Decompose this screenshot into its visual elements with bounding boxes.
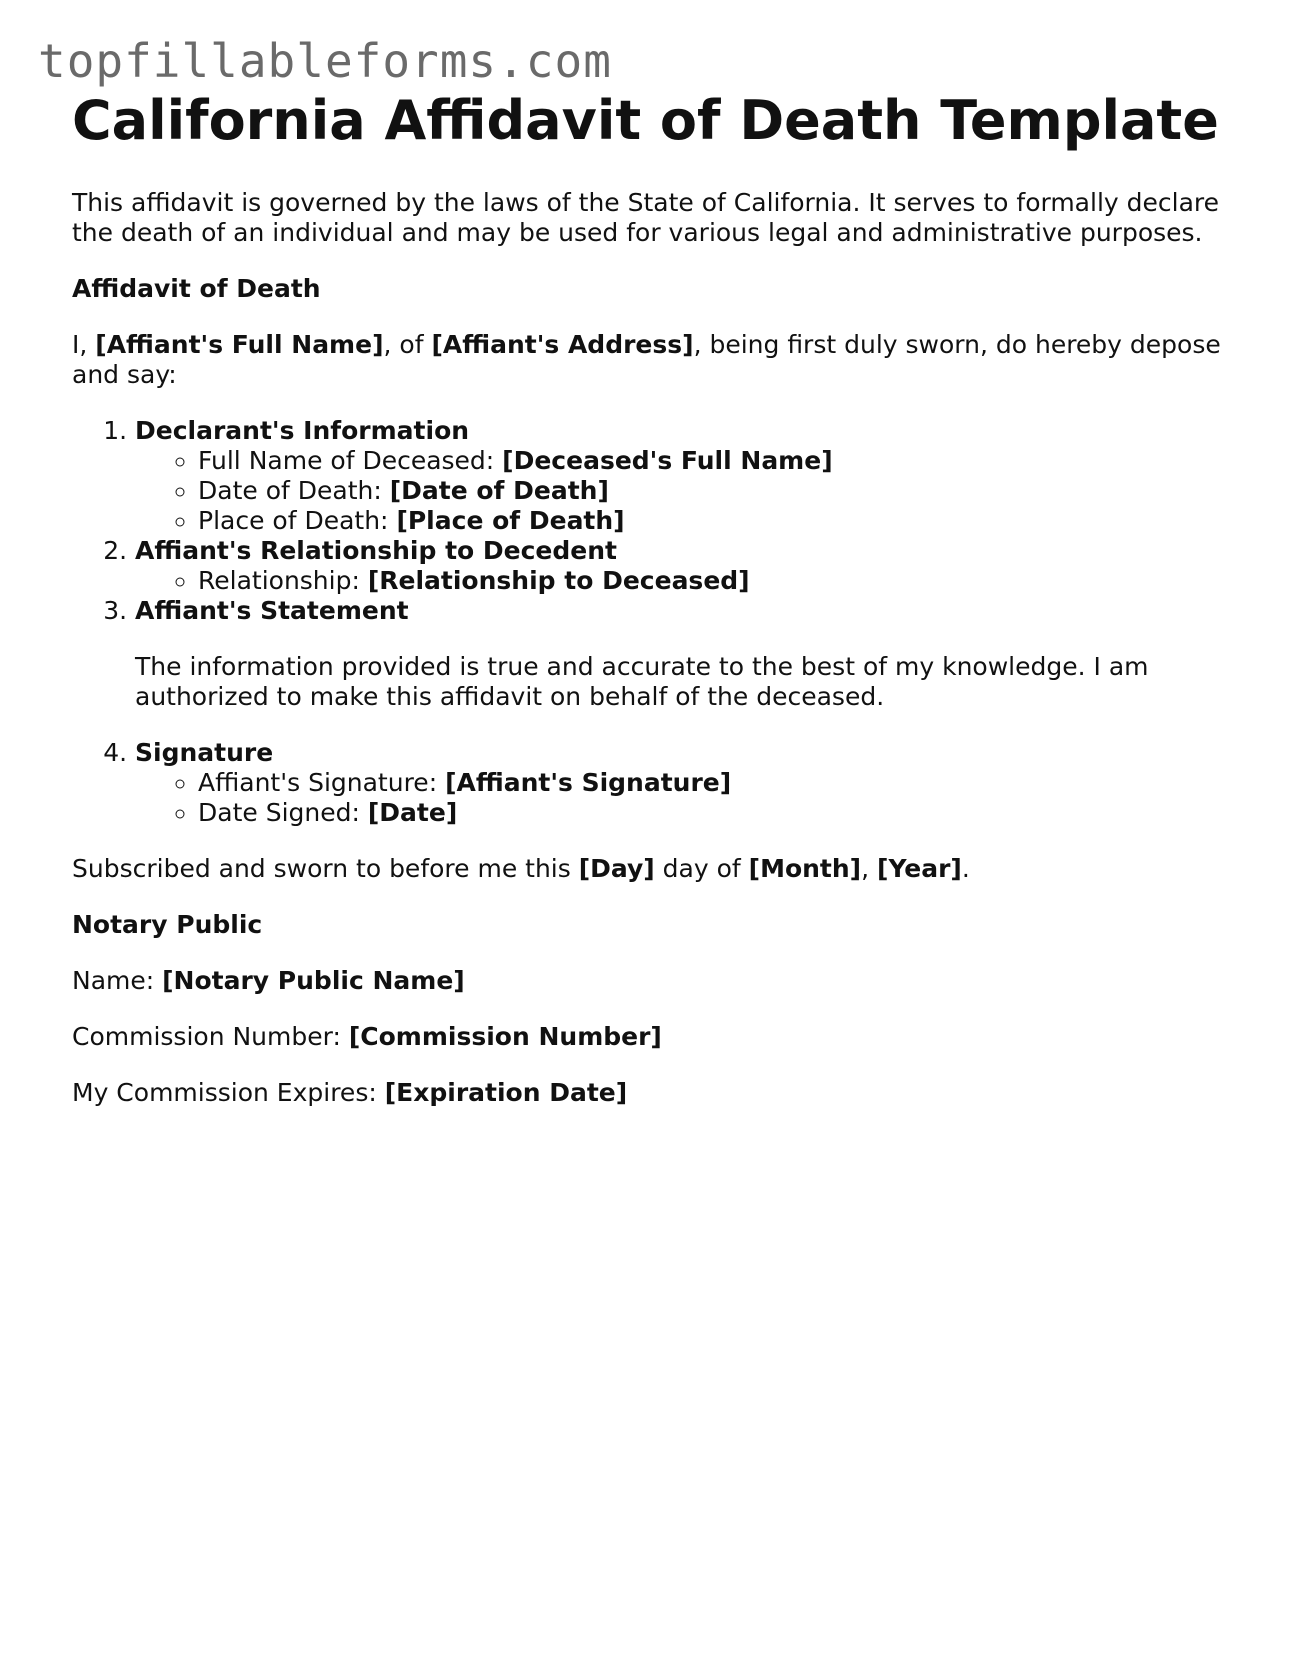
- place-of-death-label: Place of Death:: [198, 506, 397, 535]
- date-of-death-field[interactable]: [Date of Death]: [389, 476, 609, 505]
- statement-text: The information provided is true and accurate to the best of my knowledge. I am authorized to make this affidavit on behalf of the deceased.: [135, 652, 1149, 711]
- place-of-death-field[interactable]: [Place of Death]: [396, 506, 625, 535]
- date-signed-field[interactable]: [Date]: [367, 798, 458, 827]
- list-item: [198, 798, 1222, 828]
- statement-item: [135, 596, 1222, 712]
- month-field[interactable]: [Month]: [748, 854, 862, 883]
- commission-expires-label: My Commission Expires:: [72, 1078, 385, 1107]
- sworn-mid-1: day of: [654, 854, 749, 883]
- affidavit-items: [72, 416, 1222, 828]
- list-item: [198, 476, 1222, 506]
- document-page: [72, 88, 1222, 1134]
- commission-number-label: Commission Number:: [72, 1022, 349, 1051]
- declarant-info-title: Declarant's Information: [135, 416, 470, 445]
- declarant-info-item: [135, 416, 1222, 536]
- list-item: [198, 446, 1222, 476]
- signature-title: Signature: [135, 738, 274, 767]
- relationship-list: [135, 566, 1222, 596]
- affiant-address-field[interactable]: [Affiant's Address]: [431, 330, 694, 359]
- list-item: [198, 506, 1222, 536]
- sworn-paragraph: [72, 854, 1222, 884]
- statement-title: Affiant's Statement: [135, 596, 409, 625]
- notary-name-line: [72, 966, 1222, 996]
- affiant-signature-label: Affiant's Signature:: [198, 768, 446, 797]
- oath-prefix: I,: [72, 330, 96, 359]
- oath-mid: , of: [383, 330, 432, 359]
- commission-expires-line: [72, 1078, 1222, 1108]
- date-of-death-label: Date of Death:: [198, 476, 390, 505]
- affiant-name-field[interactable]: [Affiant's Full Name]: [95, 330, 384, 359]
- sworn-prefix: Subscribed and sworn to before me this: [72, 854, 579, 883]
- expiration-date-field[interactable]: [Expiration Date]: [384, 1078, 628, 1107]
- oath-suffix: , being first duly sworn, do hereby depose and say:: [72, 330, 1221, 389]
- relationship-label: Relationship:: [198, 566, 368, 595]
- intro-paragraph: This affidavit is governed by the laws of the State of California. It serves to formally declare the death of an individual and may be used for various legal and administrative purposes.: [72, 188, 1220, 247]
- document-title: California Affidavit of Death Template: [72, 89, 1219, 152]
- commission-number-field[interactable]: [Commission Number]: [348, 1022, 662, 1051]
- notary-heading: Notary Public: [72, 910, 263, 939]
- deceased-name-label: Full Name of Deceased:: [198, 446, 503, 475]
- declarant-info-list: [135, 446, 1222, 536]
- affiant-signature-field[interactable]: [Affiant's Signature]: [445, 768, 732, 797]
- sworn-mid-2: ,: [861, 854, 878, 883]
- year-field[interactable]: [Year]: [877, 854, 962, 883]
- signature-item: [135, 738, 1222, 828]
- date-signed-label: Date Signed:: [198, 798, 368, 827]
- commission-number-line: [72, 1022, 1222, 1052]
- sworn-suffix: .: [961, 854, 970, 883]
- signature-list: [135, 768, 1222, 828]
- relationship-item: [135, 536, 1222, 596]
- deceased-name-field[interactable]: [Deceased's Full Name]: [502, 446, 833, 475]
- day-field[interactable]: [Day]: [578, 854, 655, 883]
- list-item: [198, 768, 1222, 798]
- list-item: [198, 566, 1222, 596]
- watermark: topfillableforms.com: [38, 34, 612, 88]
- oath-paragraph: [72, 330, 1222, 390]
- section-heading: Affidavit of Death: [72, 274, 321, 303]
- notary-name-label: Name:: [72, 966, 163, 995]
- relationship-field[interactable]: [Relationship to Deceased]: [367, 566, 750, 595]
- relationship-title: Affiant's Relationship to Decedent: [135, 536, 617, 565]
- notary-name-field[interactable]: [Notary Public Name]: [162, 966, 465, 995]
